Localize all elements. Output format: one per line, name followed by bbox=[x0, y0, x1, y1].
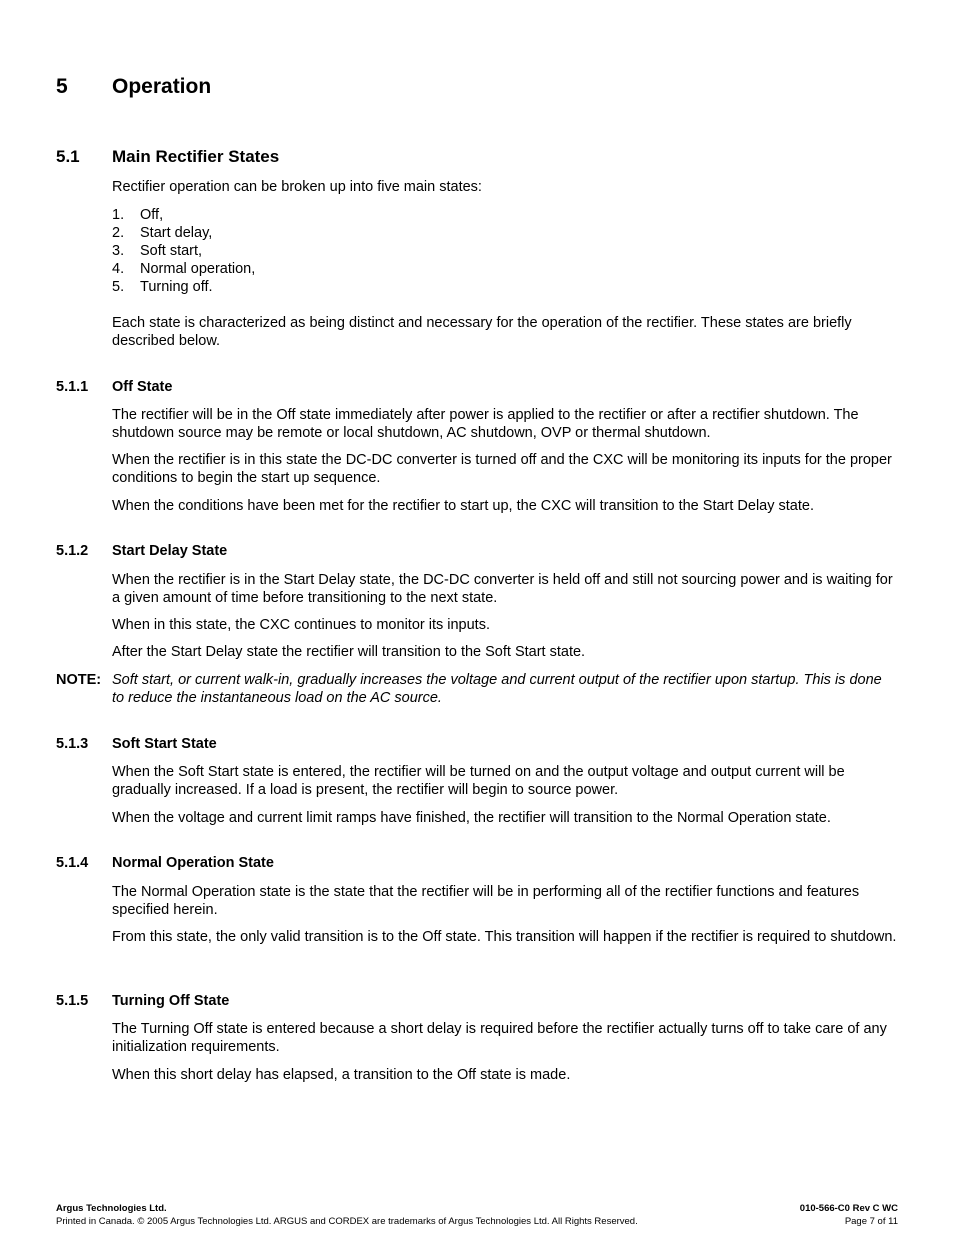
footer-page-number: Page 7 of 11 bbox=[844, 1216, 898, 1227]
paragraph: When in this state, the CXC continues to monitor its inputs. bbox=[112, 617, 490, 633]
state-title: Soft Start State bbox=[112, 736, 217, 752]
state-title: Start Delay State bbox=[112, 543, 228, 559]
intro-paragraph: Rectifier operation can be broken up into five main states: bbox=[112, 179, 482, 195]
subsection-number: 5.1 bbox=[56, 147, 80, 166]
paragraph: From this state, the only valid transition is to the Off state. This transition will happen if the rectifier is required to shutdown. bbox=[112, 929, 897, 945]
state-number: 5.1.3 bbox=[56, 736, 89, 752]
subsection-title: Main Rectifier States bbox=[112, 147, 280, 166]
note-text: Soft start, or current walk-in, gradually increases the voltage and current output of the rectifier upon startup. This is done to reduce the instantaneous load on the AC source. bbox=[112, 672, 882, 706]
list-item: 3. Soft start, bbox=[112, 243, 203, 259]
paragraph: When this short delay has elapsed, a transition to the Off state is made. bbox=[112, 1067, 571, 1083]
footer-company: Argus Technologies Ltd. bbox=[56, 1203, 167, 1214]
state-title: Turning Off State bbox=[112, 993, 230, 1009]
summary-paragraph: Each state is characterized as being distinct and necessary for the operation of the rectifier. These states are briefly described below. bbox=[112, 315, 852, 349]
footer-doc-number: 010-566-C0 Rev C WC bbox=[799, 1203, 898, 1214]
state-number: 5.1.5 bbox=[56, 993, 89, 1009]
paragraph: When the rectifier is in the Start Delay state, the DC-DC converter is held off and still not sourcing power and is waiting for a given amount of time before transitioning to the next state. bbox=[112, 572, 893, 606]
paragraph: When the rectifier is in this state the DC-DC converter is turned off and the CXC will be monitoring its inputs for the proper conditions to begin the start up sequence. bbox=[112, 452, 892, 486]
list-item: 4. Normal operation, bbox=[112, 261, 256, 277]
state-number: 5.1.4 bbox=[56, 855, 89, 871]
state-title: Off State bbox=[112, 379, 173, 395]
state-number: 5.1.1 bbox=[56, 379, 89, 395]
note-label: NOTE: bbox=[56, 672, 102, 688]
paragraph: When the conditions have been met for the rectifier to start up, the CXC will transition to the Start Delay state. bbox=[112, 498, 814, 514]
paragraph: After the Start Delay state the rectifier will transition to the Soft Start state. bbox=[112, 644, 586, 660]
paragraph: The rectifier will be in the Off state immediately after power is applied to the rectifier or after a rectifier shutdown. The shutdown source may be remote or local shutdown, AC shutdown, OVP or thermal shutdown. bbox=[112, 407, 859, 441]
state-number: 5.1.2 bbox=[56, 543, 89, 559]
list-item: 2. Start delay, bbox=[112, 225, 213, 241]
paragraph: The Turning Off state is entered because a short delay is required before the rectifier actually turns off to take care of any initialization requirements. bbox=[112, 1021, 887, 1055]
paragraph: When the Soft Start state is entered, the rectifier will be turned on and the output voltage and output current will be gradually increased. If a load is present, the rectifier will begin to source power. bbox=[112, 764, 845, 798]
section-number: 5 bbox=[56, 75, 68, 98]
section-title: Operation bbox=[112, 75, 212, 98]
list-item: 5. Turning off. bbox=[112, 279, 213, 295]
paragraph: When the voltage and current limit ramps have finished, the rectifier will transition to the Normal Operation state. bbox=[112, 810, 831, 826]
footer-copyright: Printed in Canada. © 2005 Argus Technologies Ltd. ARGUS and CORDEX are trademarks of Argus Technologies Ltd. All Rights Reserved. bbox=[56, 1216, 638, 1227]
list-item: 1. Off, bbox=[112, 207, 164, 223]
state-title: Normal Operation State bbox=[112, 855, 274, 871]
paragraph: The Normal Operation state is the state that the rectifier will be in performing all of the rectifier functions and features specified herein. bbox=[112, 884, 860, 918]
